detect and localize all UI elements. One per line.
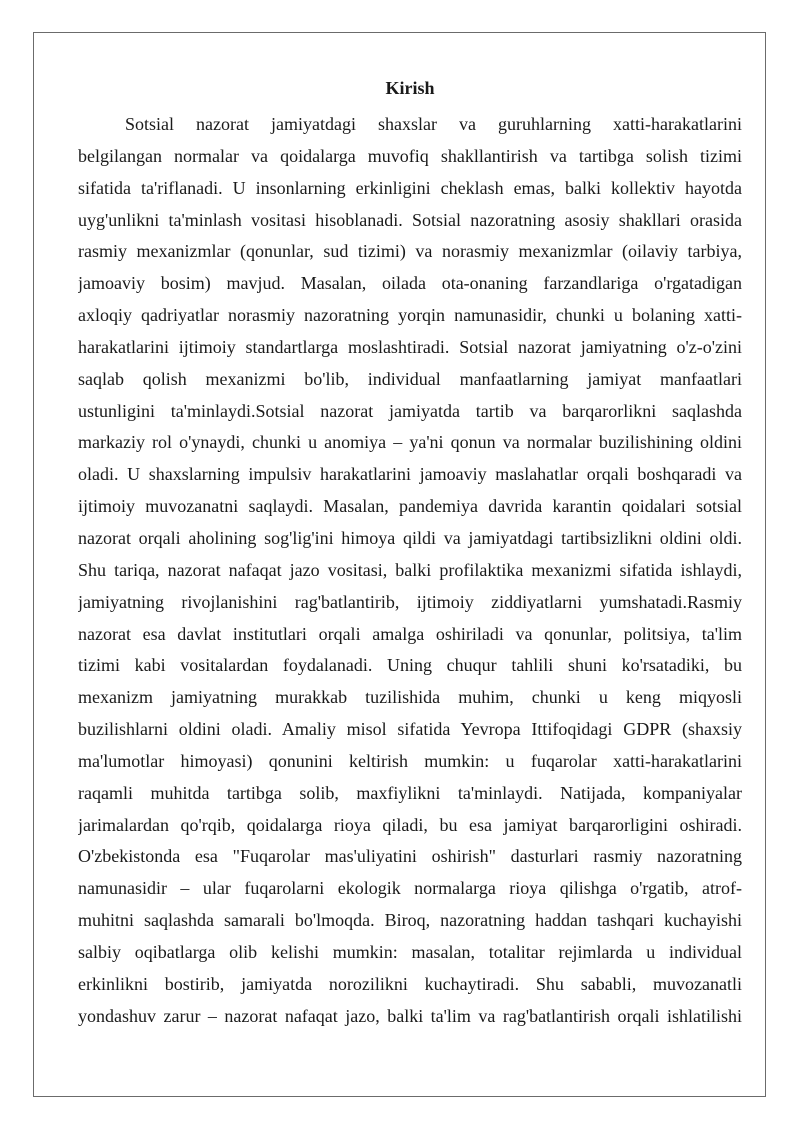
text-line: jamoaviy bosim) mavjud. Masalan, oilada ota-onaning farzandlariga o'rgatadigan xyxy=(78,273,742,294)
text-line: nazorat esa davlat institutlari orqali amalga oshiriladi va qonunlar, politsiya, ta'lim xyxy=(78,623,742,644)
text-line: mexanizm jamiyatning murakkab tuzilishida muhim, chunki u keng miqyosli xyxy=(78,687,742,708)
text-line: O'zbekistonda esa "Fuqarolar mas'uliyatini oshirish" dasturlari rasmiy nazoratning xyxy=(78,846,742,867)
text-line: Shu tariqa, nazorat nafaqat jazo vositasi, balki profilaktika mexanizmi sifatida ishlaydi, xyxy=(78,559,742,580)
paragraph xyxy=(78,109,742,1032)
text-line: tizimi kabi vositalardan foydalanadi. Uning chuqur tahlili shuni ko'rsatadiki, bu xyxy=(78,655,742,676)
text-line: belgilangan normalar va qoidalarga muvofiq shakllantirish va tartibga solish tizimi xyxy=(78,145,742,166)
text-line: muhitni saqlashda samarali bo'lmoqda. Biroq, nazoratning haddan tashqari kuchayishi xyxy=(78,910,742,931)
text-line: ustunligini ta'minlaydi.Sotsial nazorat jamiyatda tartib va barqarorlikni saqlashda xyxy=(78,400,742,421)
text-line: harakatlarini ijtimoiy standartlarga moslashtiradi. Sotsial nazorat jamiyatning o'z-o'zini xyxy=(78,336,742,357)
text-line: ijtimoiy muvozanatni saqlaydi. Masalan, pandemiya davrida karantin qoidalari sotsial xyxy=(78,496,742,517)
text-line: oladi. U shaxslarning impulsiv harakatlarini jamoaviy maslahatlar orqali boshqaradi va xyxy=(78,464,742,485)
text-line: erkinlikni bostirib, jamiyatda norozilikni kuchaytiradi. Shu sababli, muvozanatli xyxy=(78,973,742,994)
text-line: uyg'unlikni ta'minlash vositasi hisoblanadi. Sotsial nazoratning asosiy shakllari orasida xyxy=(78,209,742,230)
text-line: saqlab qolish mexanizmi bo'lib, individual manfaatlarning jamiyat manfaatlari xyxy=(78,368,742,389)
document-title: Kirish xyxy=(385,78,435,98)
text-line: jamiyatning rivojlanishini rag'batlantirib, ijtimoiy ziddiyatlarni yumshatadi.Rasmiy xyxy=(78,591,742,612)
text-line: sifatida ta'riflanadi. U insonlarning erkinligini cheklash emas, balki kollektiv hayotda xyxy=(78,177,742,198)
text-line: markaziy rol o'ynaydi, chunki u anomiya – ya'ni qonun va normalar buzilishining oldini xyxy=(78,432,742,453)
document-body xyxy=(78,76,742,1032)
text-line: axloqiy qadriyatlar norasmiy nazoratning yorqin namunasidir, chunki u bolaning xatti- xyxy=(78,305,742,326)
text-line: namunasidir – ular fuqarolarni ekologik normalarga rioya qilishga o'rgatib, atrof- xyxy=(78,878,742,899)
text-line: yondashuv zarur – nazorat nafaqat jazo, balki ta'lim va rag'batlantirish orqali ishlatilishi xyxy=(78,1005,742,1026)
text-line: nazorat orqali aholining sog'lig'ini himoya qildi va jamiyatdagi tartibsizlikni oldini oldi. xyxy=(78,527,742,548)
text-line: ma'lumotlar himoyasi) qonunini keltirish mumkin: u fuqarolar xatti-harakatlarini xyxy=(78,750,742,771)
text-line: salbiy oqibatlarga olib kelishi mumkin: masalan, totalitar rejimlarda u individual xyxy=(78,941,742,962)
text-line: Sotsial nazorat jamiyatdagi shaxslar va guruhlarning xatti-harakatlarini xyxy=(125,114,742,134)
text-line: jarimalardan qo'rqib, qoidalarga rioya qiladi, bu esa jamiyat barqarorligini oshiradi. xyxy=(78,814,742,835)
text-line: rasmiy mexanizmlar (qonunlar, sud tizimi) va norasmiy mexanizmlar (oilaviy tarbiya, xyxy=(78,241,742,262)
text-line: buzilishlarni oldini oladi. Amaliy misol sifatida Yevropa Ittifoqidagi GDPR (shaxsiy xyxy=(78,719,742,740)
text-line: raqamli muhitda tartibga solib, maxfiylikni ta'minlaydi. Natijada, kompaniyalar xyxy=(78,782,742,803)
